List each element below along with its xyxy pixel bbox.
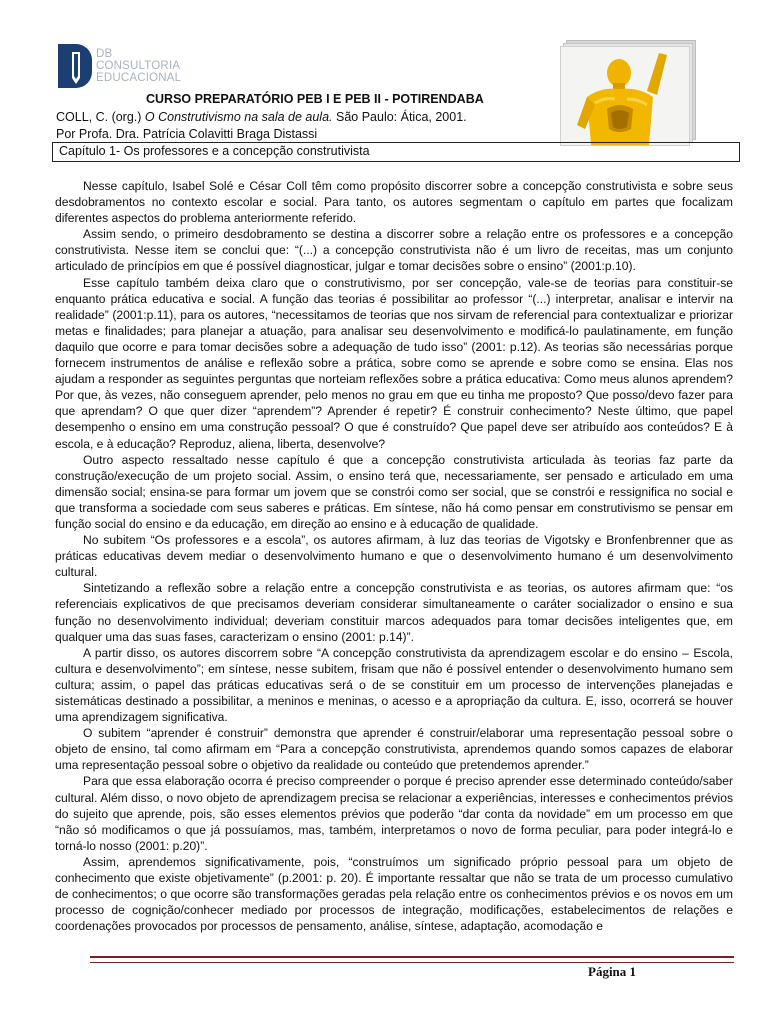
logo-line-2: CONSULTORIA — [96, 60, 181, 72]
paragraph: O subitem “aprender é construir” demonstra que aprender é construir/elaborar uma representação pessoal sobre o objeto de ensino, tal como afirmam em “Para a concepção construtivista, aprendemos quando somos capazes de elaborar uma representação pessoal sobre o objetivo da realidade ou conteúdo que pretendemos aprender.” — [55, 726, 733, 773]
author-line: Por Profa. Dra. Patrícia Colavitti Braga Distassi — [56, 127, 318, 141]
chapter-title: Capítulo 1- Os professores e a concepção construtivista — [59, 144, 370, 158]
sculpture-image — [560, 40, 694, 144]
paragraph: Para que essa elaboração ocorra é preciso compreender o porque é preciso aprender esse determinado conteúdo/saber cultural. Além disso, o novo objeto de aprendizagem precisa se relacionar a experiências, interesses e conhecimentos prévios do sujeito que aprende, pois, são esses elementos prévios que poderão “dar conta da novidade” em um processo em que “não só modificamos o que já possuíamos, mas, também, interpretamos o novo de forma peculiar, para poder integrá-lo e torná-lo nosso (2001: p.20)”. — [55, 774, 733, 853]
paragraph: Sintetizando a reflexão sobre a relação entre a concepção construtivista e as teorias, os autores afirmam que: “os referenciais explicativos de que precisamos deveriam considerar simultaneamente o caráter socializador o ensino e sua função no desenvolvimento individual; deveriam constituir marcos adequados para tomar decisões inteligentes que, em qualquer uma das suas fases, caracterizam o ensino (2001: p.14)”. — [55, 581, 733, 644]
body-text — [55, 178, 733, 934]
course-title: CURSO PREPARATÓRIO PEB I E PEB II - POTIRENDABA — [146, 92, 484, 106]
chapter-heading-box — [52, 142, 740, 162]
logo-text — [96, 48, 181, 84]
paragraph: No subitem “Os professores e a escola”, os autores afirmam, à luz das teorias de Vigotsky e Bronfenbrenner que as práticas educativas devem mediar o desenvolvimento humano e que o desenvolvimento humano é um desenvolvimento cultural. — [55, 533, 733, 580]
yellow-figure-illustration — [561, 47, 689, 145]
reference-book-title: O Construtivismo na sala de aula. — [144, 110, 333, 124]
paragraph: Esse capítulo também deixa claro que o construtivismo, por ser concepção, vale-se de teorias para constituir-se enquanto prática educativa e social. A função das teorias é possibilitar ao professor “(...) interpretar, analisar e intervir na realidade” (2001:p.11), para os autores, “necessitamos de teorias que nos sirvam de referencial para contextualizar e priorizar metas e finalidades; para planejar a atuação, para analisar seu desenvolvimento e modificá-lo paulatinamente, em função daquilo que ocorre e para tomar decisões sobre a adequação de tudo isso” (2001: p.12). As teorias são necessárias porque fornecem instrumentos de análise e reflexão sobre a prática, sobre como se aprende e sobre como se ensina. Elas nos ajudam a responder as seguintes perguntas que norteiam reflexões sobre a prática educativa: Como meus alunos aprendem? Por que, às vezes, não conseguem aprender, pelo menos no grau em que eu tinha me proposto? Que posso/devo fazer para que aprendam? O que quer dizer “aprendem”? Aprender é repetir? É construir conhecimento? Neste último, que papel desempenho o ensino em uma construção pessoal? O que é construído? Que papel deve ser atribuído aos conteúdos? E à escola, e à educação? Reproduz, aliena, liberta, desenvolve? — [55, 275, 733, 451]
reference-suffix: São Paulo: Ática, 2001. — [332, 110, 467, 124]
paragraph: Assim, aprendemos significativamente, pois, “construímos um significado próprio pessoal para um objeto de conhecimento que existe objetivamente” (p.2001: p. 20). É importante ressaltar que não se trata de um processo cumulativo de conhecimentos; o que ocorre são transformações geradas pela relação entre os conhecimentos prévios e os novos em um processo de cognição/conhecer mediado por processos de integração, modificações, estabelecimentos de relações e coordenações provocados por processos de pensamento, análise, síntese, adaptação, acomodação e — [55, 854, 733, 934]
logo-line-1: DB — [96, 48, 113, 60]
book-reference — [56, 110, 467, 124]
logo-line-3: EDUCACIONAL — [96, 72, 182, 84]
paragraph: Nesse capítulo, Isabel Solé e César Coll têm como propósito discorrer sobre a concepção construtivista e sobre seus desdobramentos no contexto escolar e social. Para tanto, os autores segmentam o capítulo em partes que focalizam diferentes aspectos do problema anteriormente referido. — [55, 179, 733, 226]
paragraph: Outro aspecto ressaltado nesse capítulo é que a concepção construtivista articulada às teorias faz parte da construção/execução de um projeto social. Assim, o ensino terá que, necessariamente, ser pensado e articulado em uma dimensão social; ensina-se para formar um jovem que se constrói como ser social, que se constrói e ressignifica no social e que transforma a sociedade com seus saberes e práticas. Em síntese, não há como pensar em construtivismo se pensar em função social do ensino e da educação, em direção ao ensino e à educação de qualidade. — [55, 452, 733, 531]
paragraph: A partir disso, os autores discorrem sobre “A concepção construtivista da aprendizagem escolar e do ensino – Escola, cultura e desenvolvimento”; em síntese, nesse subitem, frisam que não é possível entender o desenvolvimento humano sem cultura; assim, o papel das práticas educativas será o de se constituir em um processo de intervenções planejadas e sistemáticas destinado a possibilitar, a meninos e meninas, o acesso e a apropriação da cultura. E, isso, ocorrerá se houver uma aprendizagem significativa. — [55, 645, 733, 725]
company-logo — [58, 42, 208, 92]
reference-prefix: COLL, C. (org.) — [56, 110, 145, 124]
paragraph: Assim sendo, o primeiro desdobramento se destina a discorrer sobre a relação entre os professores e a concepção construtivista. Nesse item se conclui que: “(...) a concepção construtivista não é um livro de receitas, mas um conjunto articulado de princípios em que é possível diagnosticar, julgar e tomar decisões sobre o ensino” (2001:p.10). — [55, 227, 733, 274]
footer-divider — [90, 956, 734, 963]
db-logo-icon — [58, 44, 92, 88]
page-number: Página 1 — [588, 964, 637, 979]
